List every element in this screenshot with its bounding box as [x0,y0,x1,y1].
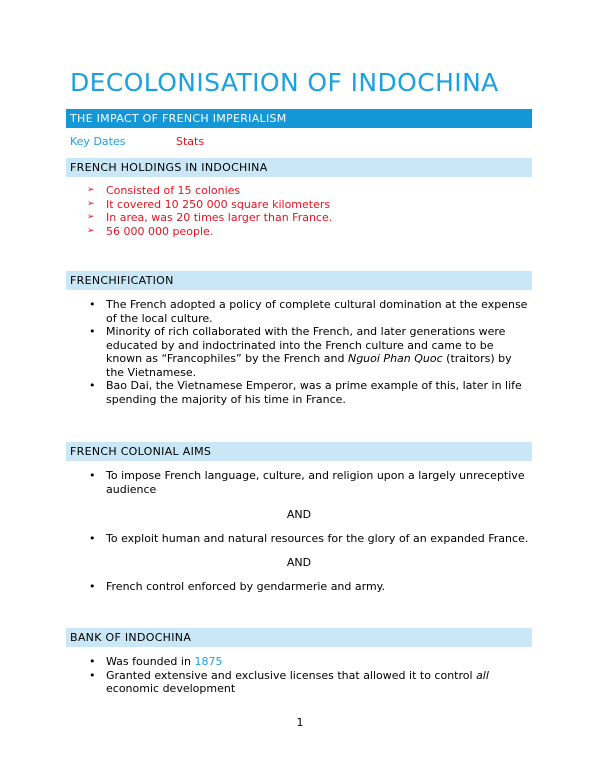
list-item [87,325,532,379]
page-number: 1 [296,716,304,729]
list-item-text: Bao Dai, the Vietnamese Emperor, was a prime example of this, later in life spending the majority of his time in France. [106,379,522,406]
list-item [87,211,532,225]
list-item [87,469,532,496]
list-item-text: It covered 10 250 000 square kilometers [106,197,331,211]
italic-term: all [476,668,489,682]
section-heading-impact [66,109,532,128]
and-separator: AND [286,556,312,569]
list-item [87,669,532,696]
stats-label: Stats [176,135,205,148]
list-item [87,225,532,239]
section-heading-holdings [66,158,532,177]
list-item-text: In area, was 20 times larger than France. [106,211,333,224]
list-item-text: Was founded in [106,655,195,668]
frenchification-list [87,298,532,406]
list-item-text: The French adopted a policy of complete cultural domination at the expense of the local culture. [106,298,528,325]
list-item [87,580,532,594]
section-heading-bank [66,628,532,647]
list-item-text: Consisted of 15 colonies [106,184,241,197]
dot-bullet-icon: • [89,532,96,545]
aims-list-1 [87,469,532,496]
list-item [87,655,532,669]
list-item-text: French control enforced by gendarmerie and army. [106,580,386,593]
year-highlight: 1875 [194,655,223,668]
key-dates-label: Key Dates [70,135,126,148]
arrow-bullet-icon: ➢ [87,198,95,209]
arrow-bullet-icon: ➢ [87,185,95,195]
list-item [87,532,532,546]
list-item [87,198,532,212]
dot-bullet-icon: • [89,379,96,392]
dot-bullet-icon: • [89,469,96,482]
dot-bullet-icon: • [89,298,96,311]
list-item-text: Granted extensive and exclusive licenses that allowed it to control [106,668,477,682]
section-heading-aims-label: FRENCH COLONIAL AIMS [70,445,212,458]
holdings-list [87,184,532,238]
arrow-bullet-icon: ➢ [87,225,95,236]
dot-bullet-icon: • [89,580,96,593]
and-separator: AND [286,508,312,521]
list-item-text: 56 000 000 people. [106,224,214,238]
list-item-text: Minority of rich collaborated with the French, and later generations were educated by and indoctrinated into the French culture and came to be known as “Francophiles” by the French and [106,325,506,365]
list-item-text: To exploit human and natural resources for the glory of an expanded France. [106,532,529,545]
list-item-text: To impose French language, culture, and religion upon a largely unreceptive audience [106,469,525,496]
arrow-bullet-icon: ➢ [87,212,95,222]
section-heading-frenchification-label: FRENCHIFICATION [70,274,174,287]
italic-term: Nguoi Phan Quoc [347,352,443,365]
list-item [87,184,532,198]
list-item-text: economic development [106,682,236,695]
section-heading-holdings-label: FRENCH HOLDINGS IN INDOCHINA [70,161,268,174]
bank-list [87,655,532,696]
document-title: DECOLONISATION OF INDOCHINA [70,68,499,97]
list-item [87,298,532,325]
list-item-text: (traitors) by the Vietnamese. [106,352,512,379]
dot-bullet-icon: • [89,668,96,682]
aims-list-3 [87,580,532,594]
dot-bullet-icon: • [89,655,96,668]
section-heading-impact-label: THE IMPACT OF FRENCH IMPERIALISM [70,112,287,125]
section-heading-bank-label: BANK OF INDOCHINA [70,631,192,644]
aims-list-2 [87,532,532,546]
section-heading-frenchification [66,271,532,290]
list-item [87,379,532,406]
section-heading-aims [66,442,532,461]
dot-bullet-icon: • [89,325,96,338]
